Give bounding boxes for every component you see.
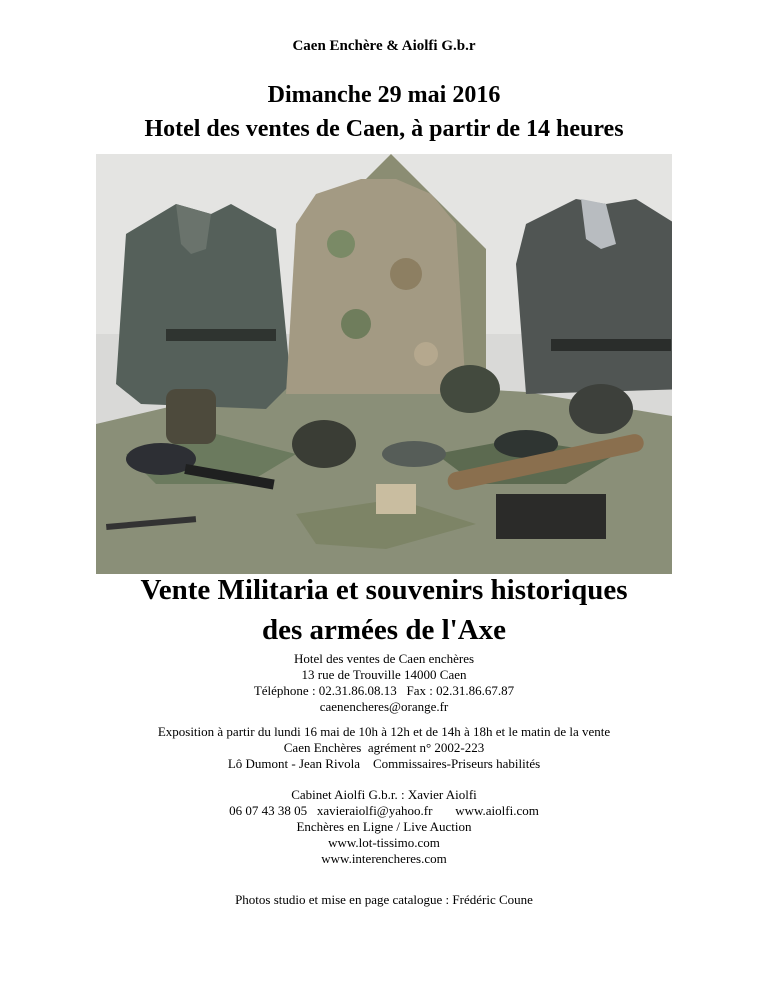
house-phone-fax: Téléphone : 02.31.86.08.13 Fax : 02.31.86.67.87 <box>253 683 515 698</box>
house-address: 13 rue de Trouville 14000 Caen <box>301 667 467 682</box>
organizers-line: Caen Enchère & Aiolfi G.b.r <box>292 38 476 54</box>
auction-house-contact <box>0 651 768 715</box>
interencheres-link[interactable]: www.interencheres.com <box>321 851 447 866</box>
sale-title-line-1: Vente Militaria et souvenirs historiques <box>140 574 628 606</box>
live-auction-label: Enchères en Ligne / Live Auction <box>296 819 472 834</box>
sale-title-line-2: des armées de l'Axe <box>261 614 507 646</box>
lot-tissimo-link[interactable]: www.lot-tissimo.com <box>328 835 440 850</box>
sale-date: Dimanche 29 mai 2016 <box>267 82 501 108</box>
expert-cabinet: Cabinet Aiolfi G.b.r. : Xavier Aiolfi <box>291 787 477 802</box>
agreement-number: Caen Enchères agrément n° 2002-223 <box>283 740 485 755</box>
expert-info <box>0 787 768 867</box>
sale-venue: Hotel des ventes de Caen, à partir de 14 heures <box>144 116 624 142</box>
photo-credit: Photos studio et mise en page catalogue : Frédéric Coune <box>235 892 533 907</box>
auctioneers: Lô Dumont - Jean Rivola Commissaires-Priseurs habilités <box>227 756 541 771</box>
exhibition-info <box>0 724 768 772</box>
house-email[interactable]: caenencheres@orange.fr <box>319 699 449 714</box>
expert-contact[interactable]: 06 07 43 38 05 xavieraiolfi@yahoo.fr www.aiolfi.com <box>229 803 539 818</box>
exhibition-schedule: Exposition à partir du lundi 16 mai de 10h à 12h et de 14h à 18h et le matin de la vente <box>157 724 611 739</box>
cover-photo <box>96 154 672 574</box>
house-name: Hotel des ventes de Caen enchères <box>293 651 475 666</box>
militaria-photo-illustration <box>96 154 672 574</box>
